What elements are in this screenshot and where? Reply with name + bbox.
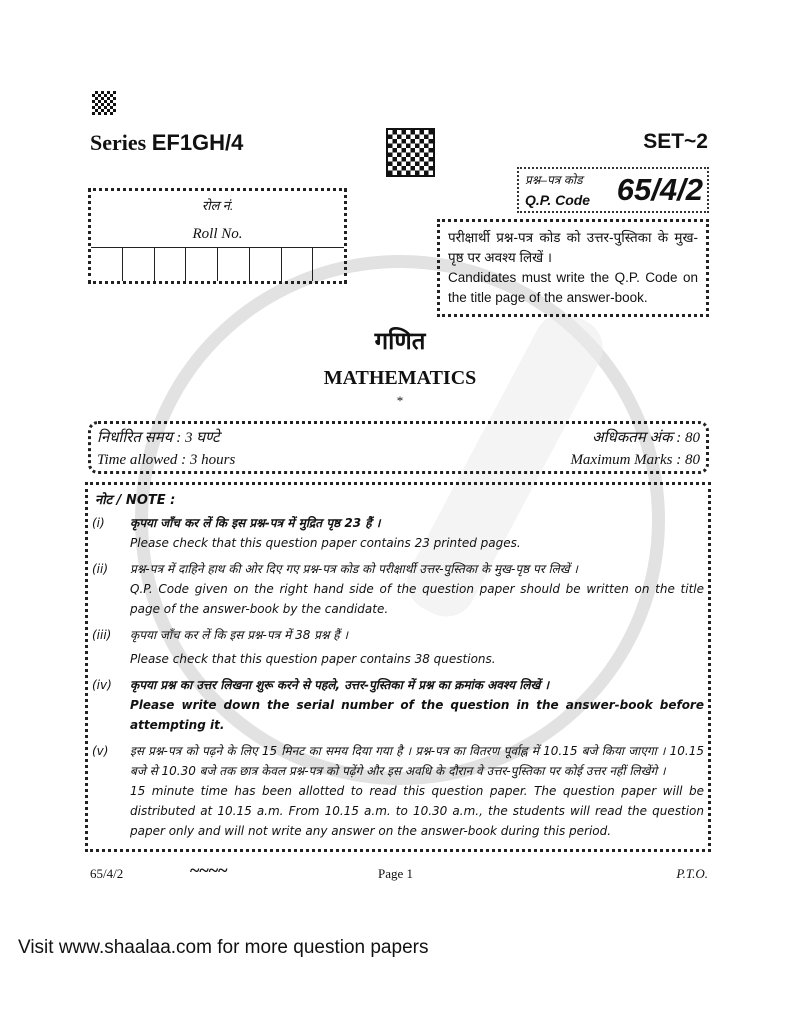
note-item xyxy=(92,741,704,841)
max-marks-hindi: अधिकतम अंक : 80 xyxy=(592,430,700,446)
subject-title-hindi: गणित xyxy=(374,329,426,355)
qp-label-hindi: प्रश्न–पत्र कोड xyxy=(525,173,583,187)
note-english: Please check that this question paper contains 23 printed pages. xyxy=(130,536,521,550)
page-number: Page 1 xyxy=(378,866,414,881)
note-heading: नोट / NOTE : xyxy=(95,493,176,508)
footer-qp-code: 65/4/2 xyxy=(90,866,124,881)
note-hindi: प्रश्न-पत्र में दाहिने हाथ की ओर दिए गए प्रश्न-पत्र कोड को परीक्षार्थी उत्तर-पुस्तिका के मुख-पृष्ठ पर लिखें । xyxy=(130,562,578,576)
note-number: (iii) xyxy=(92,628,112,642)
note-item xyxy=(92,675,704,735)
lower-section xyxy=(18,482,711,960)
subject-title: MATHEMATICS xyxy=(323,367,477,389)
candidate-instruction-hindi: परीक्षार्थी प्रश्न-पत्र कोड को उत्तर-पुस्तिका के मुख-पृष्ठ पर अवश्य लिखें । xyxy=(448,230,698,265)
qp-code: 65/4/2 xyxy=(616,172,703,207)
note-number: (v) xyxy=(92,744,109,758)
small-qr-code xyxy=(92,91,116,115)
candidate-instruction: Candidates must write the Q.P. Code on the title page of the answer-book. xyxy=(448,270,698,305)
qp-label: Q.P. Code xyxy=(525,192,591,208)
note-item xyxy=(92,559,704,619)
note-hindi: इस प्रश्न-पत्र को पढ़ने के लिए 15 मिनट का समय दिया गया है । प्रश्न-पत्र का वितरण पूर्वाह्न में 10.15 बजे किया जाएगा । 10.15 बजे से 10.30 बजे तक छात्र केवल प्रश्न-पत्र को पढ़ेंगे और इस अवधि के दौरान वे उत्तर-पुस्तिका पर कोई उत्तर नहीं लिखेंगे । xyxy=(130,744,704,778)
note-hindi: कृपया जाँच कर लें कि इस प्रश्न-पत्र में मुद्रित पृष्ठ 23 हैं । xyxy=(130,516,381,530)
note-english: Please check that this question paper contains 38 questions. xyxy=(130,652,496,666)
note-hindi: कृपया प्रश्न का उत्तर लिखना शुरू करने से पहले, उत्तर-पुस्तिका में प्रश्न का क्रमांक अवश्य लिखें । xyxy=(130,678,549,692)
note-number: (ii) xyxy=(92,562,109,576)
page-footer xyxy=(85,860,711,888)
note-english: 15 minute time has been allotted to read this question paper. The question paper will be distributed at 10.15 a.m. From 10.15 a.m. to 10.30 a.m., the students will read the question paper only and will not write any answer on the answer-book during this period. xyxy=(130,784,704,838)
note-number: (iv) xyxy=(92,678,112,692)
qr-code xyxy=(388,130,433,175)
note-item xyxy=(92,625,704,669)
note-number: (i) xyxy=(92,516,105,530)
series-label xyxy=(90,130,243,156)
footer-tilde: ~~~~ xyxy=(190,860,228,880)
time-allowed-hindi: निर्धारित समय : 3 घण्टे xyxy=(97,430,220,446)
note-english: Please write down the serial number of the question in the answer-book before attempting it. xyxy=(130,698,704,732)
set-number: SET~2 xyxy=(643,130,708,153)
candidate-instruction-box xyxy=(437,219,709,317)
visit-link[interactable]: Visit www.shaalaa.com for more question papers xyxy=(18,937,429,958)
qp-code-box xyxy=(517,167,709,213)
notes-box xyxy=(85,482,711,852)
series-word: Series xyxy=(90,130,147,155)
pto-label: P.T.O. xyxy=(676,866,708,881)
series-code: EF1GH/4 xyxy=(151,130,244,155)
roll-number-grid[interactable] xyxy=(91,247,344,281)
roll-number-box xyxy=(88,188,347,284)
max-marks: Maximum Marks : 80 xyxy=(570,452,700,468)
roll-label: Roll No. xyxy=(192,226,243,242)
note-hindi: कृपया जाँच कर लें कि इस प्रश्न-पत्र में 38 प्रश्न हैं । xyxy=(130,628,349,642)
time-allowed: Time allowed : 3 hours xyxy=(97,452,236,468)
note-item xyxy=(92,513,704,553)
time-marks-box xyxy=(88,421,709,474)
note-english: Q.P. Code given on the right hand side of the question paper should be written on the title page of the answer-book by the candidate. xyxy=(130,582,704,616)
asterisk-mark: * xyxy=(396,393,404,408)
roll-label-hindi: रोल नं. xyxy=(201,198,234,213)
